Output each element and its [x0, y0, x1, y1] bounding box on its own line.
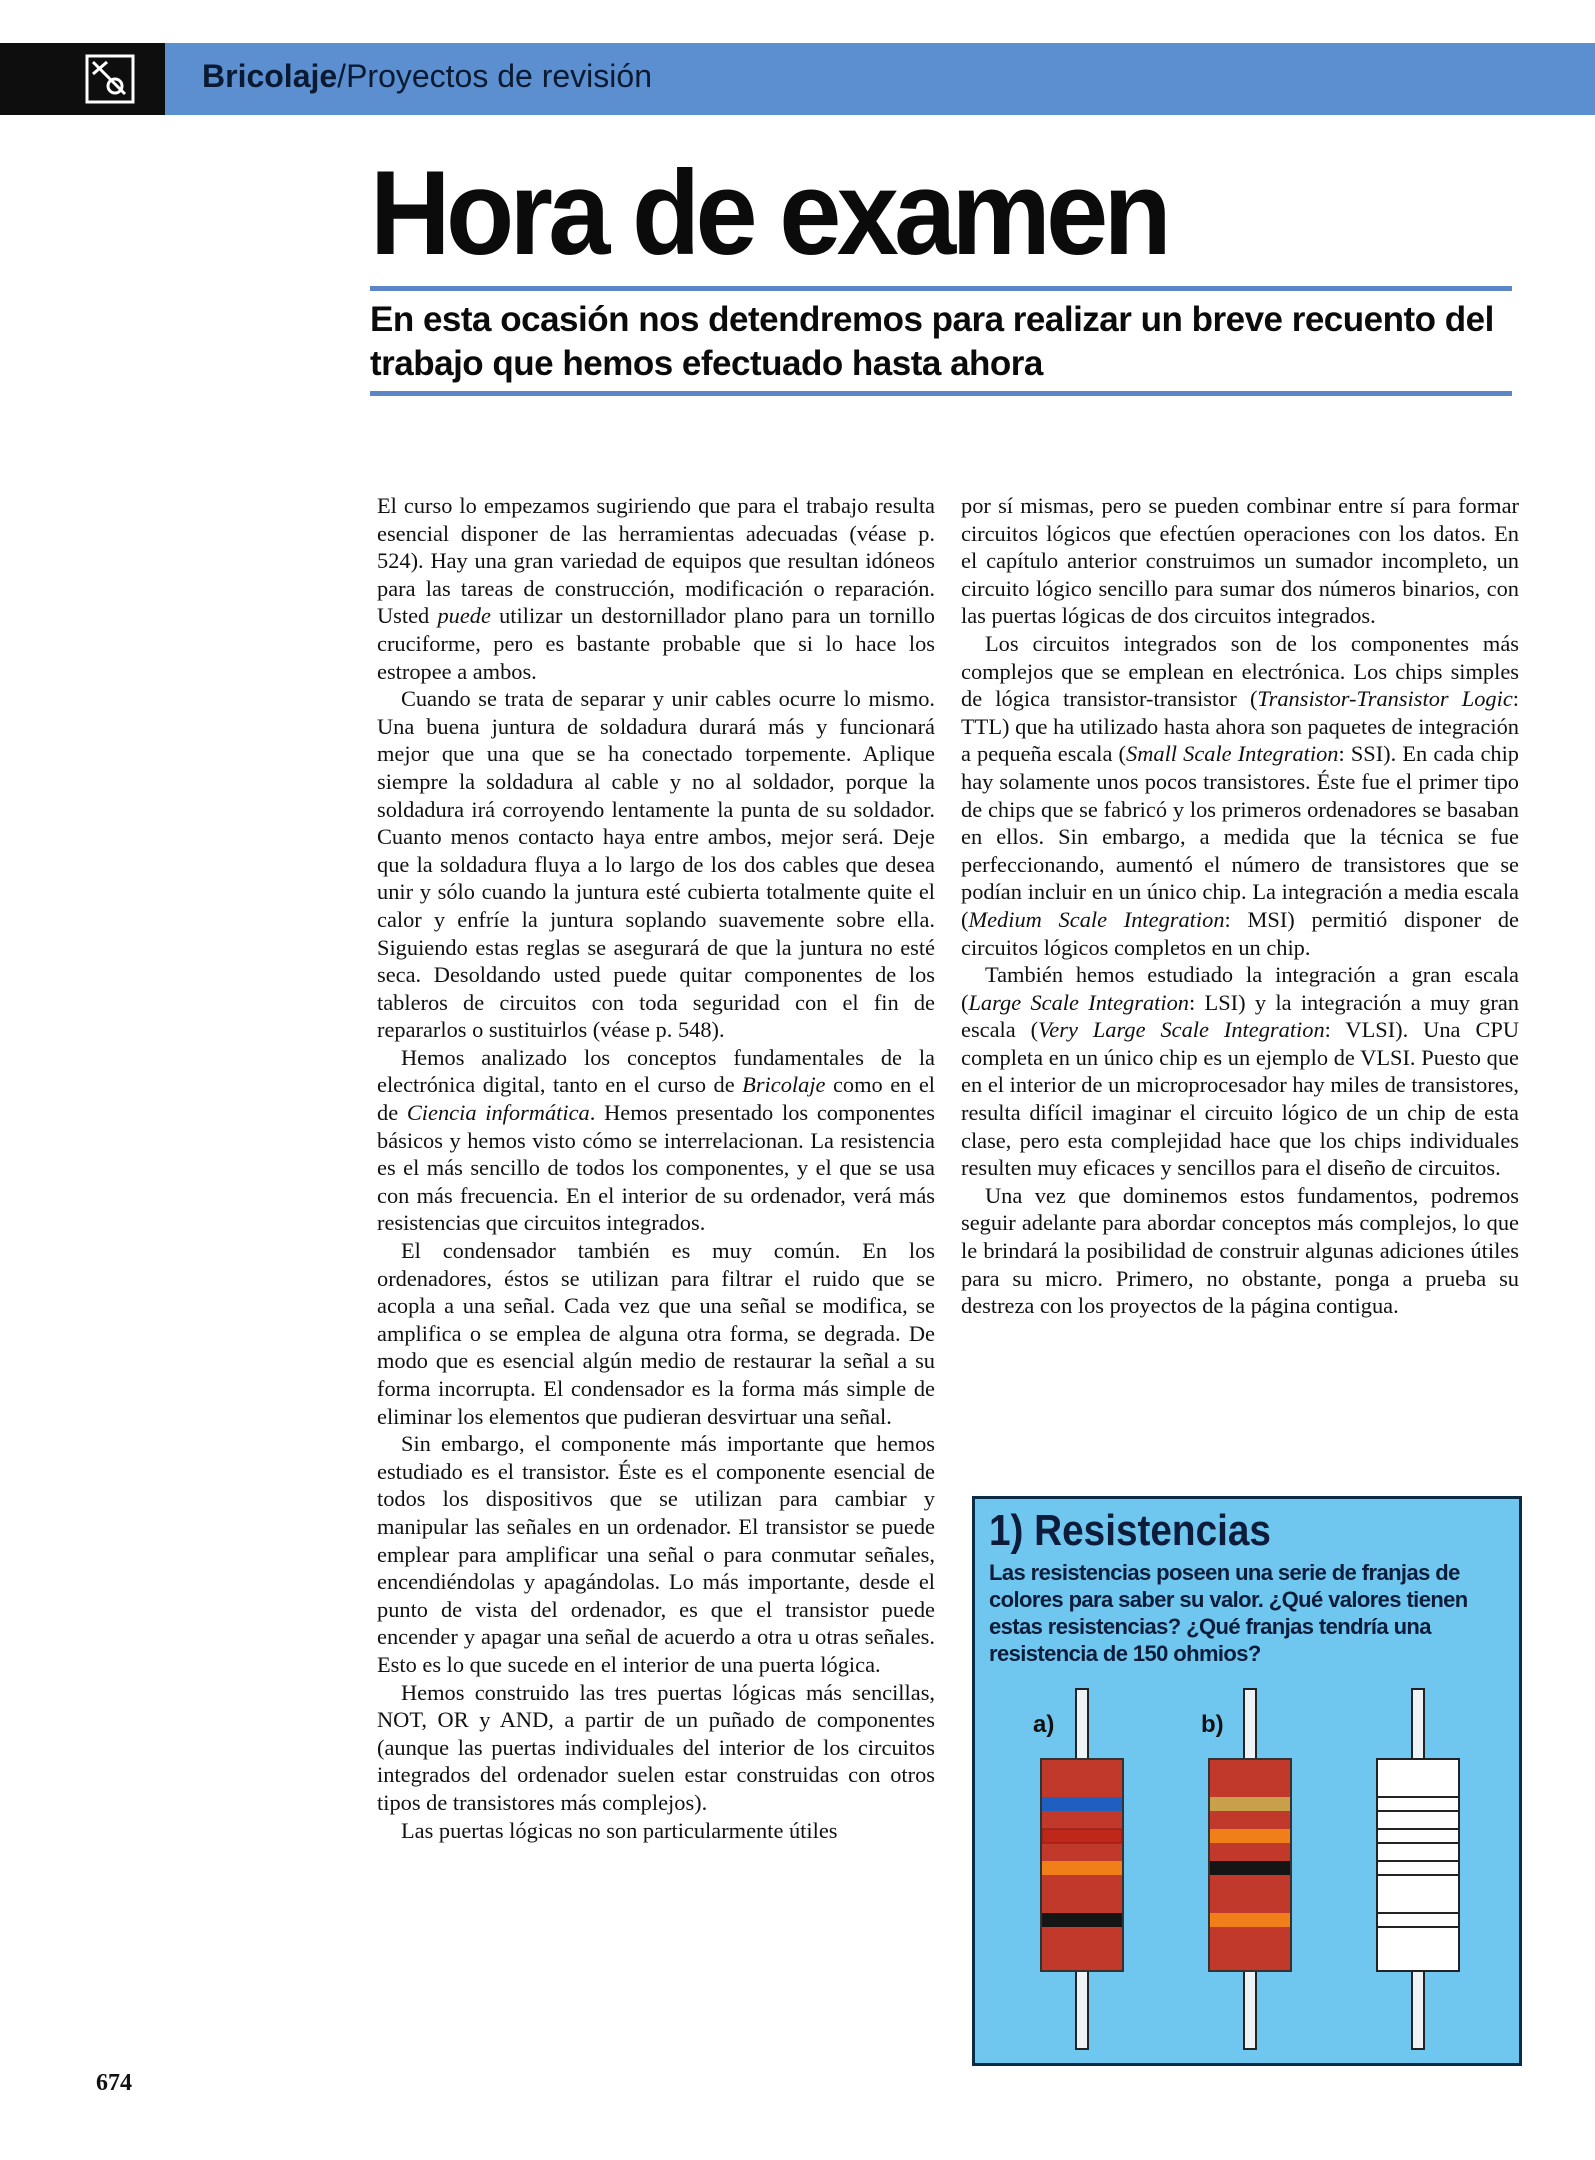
text-run: Los circuitos integrados son de los componentes más complejos que se emplean en electrónica. Los chips simples de lógica transistor-transistor (: [961, 630, 1519, 712]
box-text: Las resistencias poseen una serie de franjas de colores para saber su valor. ¿Qué valores tienen estas resistencias? ¿Qué franjas tendría una resistencia de 150 ohmios?: [989, 1560, 1468, 1666]
right-column: [961, 492, 1519, 1320]
subsection-name: /Proyectos de revisión: [337, 58, 652, 94]
section-label: [202, 56, 652, 96]
left-paragraph-4: El condensador también es muy común. En los ordenadores, éstos se utilizan para filtrar el ruido que se acopla a una señal. Cada vez que una señal se modifica, se amplifica o se emplea de alguna otra forma, se degrada. De modo que es esencial algún medio de restaurar la señal a su forma incorrupta. El condensador es la forma más simple de eliminar los elementos que pudieran desvirtuar una señal.: [377, 1238, 935, 1429]
resistor-a-band-2: [1042, 1829, 1122, 1843]
left-column: [377, 492, 935, 1844]
emphasis: Small Scale Integration: [1126, 741, 1339, 767]
emphasis: Bricolaje: [742, 1072, 826, 1098]
resistor-b-band-4: [1210, 1913, 1290, 1927]
resistor-a-label: a): [1033, 1711, 1055, 1738]
text-run: También hemos estudiado la integración a gran escala (: [961, 962, 1519, 1015]
right-paragraph-1: por sí mismas, pero se pueden combinar entre sí para formar circuitos lógicos que efectúen operaciones con los datos. En el capítulo anterior construimos un sumador incompleto, un circuito lógico sencillo para sumar dos números binarios, con las puertas lógicas de dos circuitos integrados.: [961, 493, 1519, 629]
resistor-exercise-box: [972, 1496, 1522, 2066]
section-name: Bricolaje: [202, 58, 338, 94]
emphasis: Large Scale Integration: [968, 989, 1189, 1015]
resistor-b-band-2: [1210, 1829, 1290, 1843]
left-paragraph-6: Hemos construido las tres puertas lógicas más sencillas, NOT, OR y AND, a partir de un puñado de componentes (aunque las puertas individuales del interior de los circuitos integrados del ordenador suelen estar construidas con otros tipos de transistores más complejos).: [377, 1679, 935, 1815]
resistor-b-band-1: [1210, 1797, 1290, 1811]
text-run: utilizar un destornillador plano para un tornillo cruciforme, pero es bastante probable que si lo hace los estropee a ambos.: [377, 603, 935, 684]
emphasis: puede: [437, 603, 491, 629]
resistor-b-band-3: [1210, 1861, 1290, 1875]
resistor-blank: [1377, 1689, 1459, 2049]
resistor-b-label: b): [1201, 1711, 1224, 1738]
text-run: : SSI). En cada chip hay solamente unos pocos transistores. Éste fue el primer tipo de chips que se fabricó y los primeros ordenadores se basaban en ellos. Sin embargo, a medida que la técnica se fue perfeccionando, aumentó el número de transistores que se podían incluir en un único chip. La integración a media escala (: [961, 741, 1519, 932]
page-number: 674: [96, 2070, 132, 2096]
left-paragraph-3: [377, 1044, 935, 1237]
subtitle: En esta ocasión nos detendremos para realizar un breve recuento del trabajo que hemos efectuado hasta ahora: [370, 300, 1494, 383]
text-run: El curso lo empezamos sugiriendo que para el trabajo resulta esencial disponer de las herramientas adecuadas (véase p. 524). Hay una gran variedad de equipos que resultan idóneos para las tareas de construcción, modificación o reparación. Usted: [377, 493, 935, 629]
box-title: 1) Resistencias: [989, 1506, 1271, 1555]
left-paragraph-7: Las puertas lógicas no son particularmente útiles: [401, 1817, 838, 1843]
tools-logo-icon: [85, 54, 135, 104]
resistor-b: [1209, 1689, 1291, 2049]
left-paragraph-2: Cuando se trata de separar y unir cables ocurre lo mismo. Una buena juntura de soldadura durará más y funcionará mejor que una que se ha conectado torpemente. Aplique siempre la soldadura al cable y no al soldador, porque la soldadura irá corroyendo lentamente la punta de su soldador. Cuanto menos contacto haya entre ambos, mejor será. Deje que la soldadura fluya a lo largo de los dos cables que desea unir y sólo cuando la juntura esté cubierta totalmente quite el calor y enfríe la juntura soplando suavemente sobre ella. Siguiendo estas reglas se asegurará de que la juntura no esté seca. Desoldando usted puede quitar componentes de los tableros de circuitos con toda seguridad con el fin de repararlos o sustituirlos (véase p. 548).: [377, 686, 935, 1043]
left-paragraph-5: Sin embargo, el componente más importante que hemos estudiado es el transistor. Éste es el componente esencial de todos los dispositivos que se utilizan para cambiar y manipular las señales en un ordenador. El transistor se puede emplear para amplificar una señal o para conmutar señales, encendiéndolas y apagándolas. Lo más importante, desde el punto de vista del ordenador, es que el transistor puede encender y apagar una señal de acuerdo a otra u otras señales. Esto es lo que sucede en el interior de una puerta lógica.: [377, 1431, 935, 1677]
right-paragraph-2: [961, 630, 1519, 961]
left-paragraph-1: [377, 492, 935, 685]
text-run: Hemos analizado los conceptos fundamentales de la electrónica digital, tanto en el curso de: [377, 1044, 935, 1098]
right-paragraph-4: Una vez que dominemos estos fundamentos, podremos seguir adelante para abordar conceptos más complejos, lo que le brindará la posibilidad de construir algunas adiciones útiles para su micro. Primero, no obstante, ponga a prueba su destreza con los proyectos de la página contigua.: [961, 1182, 1519, 1319]
rule-top: [370, 286, 1512, 291]
emphasis: Ciencia informática: [406, 1100, 590, 1126]
text-run: : VLSI). Una CPU completa en un único chip es un ejemplo de VLSI. Puesto que en el interior de un microprocesador hay miles de transistores, resulta difícil imaginar el circuito lógico de un chip de esta clase, pero esta complejidad hace que los chips individuales resulten muy eficaces y sencillos para el diseño de circuitos.: [961, 1017, 1519, 1181]
resistor-a: [1041, 1689, 1123, 2049]
emphasis: Transistor-Transistor Logic: [1257, 686, 1513, 712]
resistors-illustration: [975, 1679, 1519, 2059]
text-run: como en el de: [377, 1072, 935, 1126]
resistor-blank-body: [1377, 1759, 1459, 1971]
text-run: : LSI) y la integración a muy gran escala (: [961, 989, 1519, 1043]
text-run: . Hemos presentado los componentes básicos y hemos visto cómo se interrelacionan. La resistencia es el más sencillo de todos los componentes, y el que se usa con más frecuencia. En el interior de su ordenador, verá más resistencias que circuitos integrados.: [377, 1100, 935, 1236]
emphasis: Very Large Scale Integration: [1038, 1017, 1325, 1043]
emphasis: Medium Scale Integration: [968, 906, 1225, 932]
logo-box: [0, 43, 165, 115]
page-title: Hora de examen: [370, 146, 1168, 280]
right-paragraph-3: [961, 961, 1519, 1182]
text-run: : MSI) permitió disponer de circuitos lógicos completos en un chip.: [961, 906, 1519, 960]
resistor-a-band-3: [1042, 1861, 1122, 1875]
rule-bottom: [370, 391, 1512, 396]
text-run: : TTL) que ha utilizado hasta ahora son paquetes de integración a pequeña escala (: [961, 686, 1519, 767]
resistor-a-band-1: [1042, 1797, 1122, 1811]
resistor-a-band-4: [1042, 1913, 1122, 1927]
